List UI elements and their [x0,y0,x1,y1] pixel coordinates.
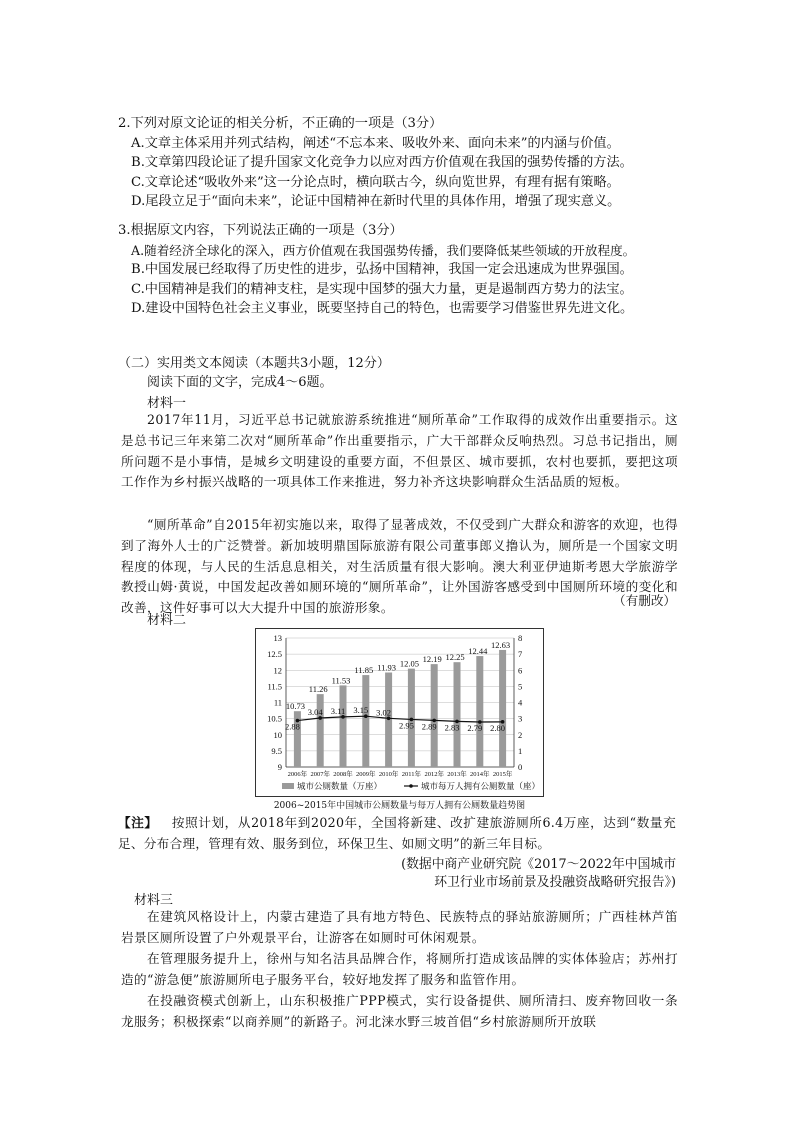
legend-bar-swatch [282,783,294,789]
left-axis-tick-label: 10 [273,729,282,740]
left-axis-tick-label: 13 [273,633,282,643]
left-axis-tick-label: 9 [277,762,282,772]
question-2-option-b: B.文章第四段论证了提升国家文化竞争力以应对西方价值观在我国的强势传播的方法。 [131,155,633,171]
category-label: 2015年 [492,771,513,778]
material-3-paragraph-1: 在建筑风格设计上，内蒙古建造了具有地方特色、民族特点的驿站旅游厕所；广西桂林芦笛岩景区厕所设置了户外观景平台，让游客在如厕时可休闲观景。 [121,909,678,945]
toilet-chart [256,629,543,796]
question-3-option-a: A.随着经济全球化的深入，西方价值观在我国强势传播，我们要降低某些领域的开放程度。 [131,242,636,258]
material-1-label: 材料一 [147,396,187,411]
line-value-label: 3.15 [353,705,369,716]
question-2-stem: 2.下列对原文论证的相关分析，不正确的一项是（3分） [118,116,443,131]
note-prefix: 【注】 [118,815,158,830]
question-3-option-c: C.中国精神是我们的精神支柱，是实现中国梦的强大力量，更是遏制西方势力的法宝。 [131,281,633,297]
line-value-label: 2.79 [467,723,483,734]
material-1-paragraph-1: 2017年11月，习近平总书记就旅游系统推进“厕所革命”工作取得的成效作出重要指示。这是总书记三年来第二次对“厕所革命”作出重要指示，广大干部群众反响热烈。习总书记指出，厕所问题不是小事情，是城乡文明建设的重要方面，不但景区、城市要抓，农村也要抓，要把这项工作作为乡村振兴战略的一项具体工作来推进，努力补齐这块影响群众生活品质的短板。 [121,412,678,490]
question-3 [118,221,635,319]
bar-value-label: 12.63 [491,639,511,650]
question-2-option-c: C.文章论述“吸收外来”这一分论点时，横向联古今，纵向览世界，有理有据有策略。 [131,174,620,190]
bar-value-label: 12.44 [468,646,488,657]
category-label: 2008年 [333,771,353,778]
category-label: 2014年 [470,771,490,778]
bar [362,675,369,767]
line-value-label: 2.95 [398,720,414,731]
bar [499,650,506,767]
category-label: 2006年 [287,771,308,778]
note-block [118,812,676,854]
category-label: 2007年 [310,771,330,778]
bar [431,664,438,767]
left-axis-tick-label: 11.5 [267,681,282,692]
material-1-edit-note: （有删改） [613,593,676,608]
left-axis-tick-label: 11 [273,697,282,708]
bar-value-label: 12.25 [445,652,465,663]
material-3-label: 材料三 [134,893,174,908]
question-3-stem: 3.根据原文内容，下列说法正确的一项是（3分） [118,223,403,238]
bar-value-label: 12.19 [422,654,442,665]
material-3-paragraph-2: 在管理服务提升上，徐州与知名洁具品牌合作，将厕所打造成该品牌的实体体验店；苏州打造的“游急便”旅游厕所电子服务平台，较好地发挥了服务和监管作用。 [121,951,678,987]
bar [340,685,347,767]
right-axis-tick-label: 2 [518,729,523,740]
question-3-option-d: D.建设中国特色社会主义事业，既要坚持自己的特色，也需要学习借鉴世界先进文化。 [131,301,634,317]
bar [476,656,483,767]
right-axis-tick-label: 8 [518,633,523,643]
category-label: 2011年 [401,771,422,778]
bar-value-label: 11.93 [377,662,397,673]
right-axis-tick-label: 3 [518,713,523,724]
question-2 [118,114,633,212]
question-3-option-b: B.中国发展已经取得了历史性的进步，弘扬中国精神，我国一定会迅速成为世界强国。 [131,262,633,278]
right-axis-tick-label: 4 [518,697,523,708]
category-label: 2012年 [424,771,444,778]
left-axis-tick-label: 10.5 [267,713,282,724]
right-axis-tick-label: 1 [518,745,523,756]
section-instruction: 阅读下面的文字，完成4～6题。 [147,375,333,390]
right-axis-tick-label: 7 [518,649,523,660]
bar [454,662,461,767]
question-2-option-a: A.文章主体采用并列式结构，阐述“不忘本来、吸收外来、面向未来”的内涵与价值。 [131,135,620,151]
category-label: 2009年 [356,771,376,778]
bar-value-label: 11.85 [354,665,374,676]
line-value-label: 2.88 [284,721,300,732]
legend-bar-label: 城市公厕数量（万座） [297,781,383,791]
left-axis-tick-label: 12.5 [267,649,282,660]
category-label: 2010年 [378,771,399,778]
left-axis-tick-label: 9.5 [271,745,282,756]
material-1-paragraph-2: “厕所革命”自2015年初实施以来，取得了显著成效，不仅受到广大群众和游客的欢迎，也得到了海外人士的广泛赞誉。新加坡明鼎国际旅游有限公司董事郎义撸认为，厕所是一个国家文明程度的体现，与人民的生活息息相关，对生活质量有很大影响。澳大利亚伊迪斯考恩大学旅游学教授山姆·黄说，中国发起改善如厕环境的“厕所革命”，让外国游客感受到中国厕所环境的变化和改善，这件好事可以大大提升中国的旅游形象。 [121,517,678,616]
line-value-label: 3.04 [307,706,323,717]
line-value-label: 2.80 [490,722,506,733]
chart-title: 2006~2015年中国城市公厕数量与每万人拥有公厕数量趋势图 [273,801,526,811]
right-axis-tick-label: 6 [518,665,523,676]
bar-value-label: 11.26 [308,684,328,695]
material-2-label: 材料二 [147,613,187,628]
legend-line-marker [409,784,413,788]
bar [317,694,324,767]
bar-value-label: 11.53 [331,675,351,686]
section-title: （二）实用类文本阅读（本题共3小题，12分） [118,356,390,371]
note-text: 按照计划，从2018年到2020年，全国将新建、改扩建旅游厕所6.4万座，达到“数量充足、分布合理，管理有效、服务到位，环保卫生、如厕文明”的新三年目标。 [118,815,677,851]
material-3-paragraph-3: 在投融资模式创新上，山东积极推广PPP模式，实行设备提供、厕所清扫、废弃物回收一条龙服务；积极探索“以商养厕”的新路子。河北涞水野三坡首倡“乡村旅游厕所开放联 [121,993,678,1029]
source-line-2: 环卫行业市场前景及投融资战略研究报告》) [434,875,676,890]
bar-value-label: 10.73 [285,701,305,712]
line-value-label: 2.83 [444,722,460,733]
line-value-label: 3.02 [376,707,392,718]
legend-line-label: 城市每万人拥有公厕数量（座） [421,781,541,791]
category-label: 2013年 [447,771,467,778]
line-value-label: 2.89 [421,721,437,732]
bar-value-label: 12.05 [399,658,419,669]
question-2-option-d: D.尾段立足于“面向未来”，论证中国精神在新时代里的具体作用，增强了现实意义。 [131,194,621,210]
source-line-1: (数据中商产业研究院《2017～2022年中国城市 [401,857,676,872]
left-axis-tick-label: 12 [273,665,282,676]
right-axis-tick-label: 5 [518,681,523,692]
line-value-label: 3.11 [330,705,346,716]
right-axis-tick-label: 0 [518,762,523,772]
chart-frame [255,628,544,797]
